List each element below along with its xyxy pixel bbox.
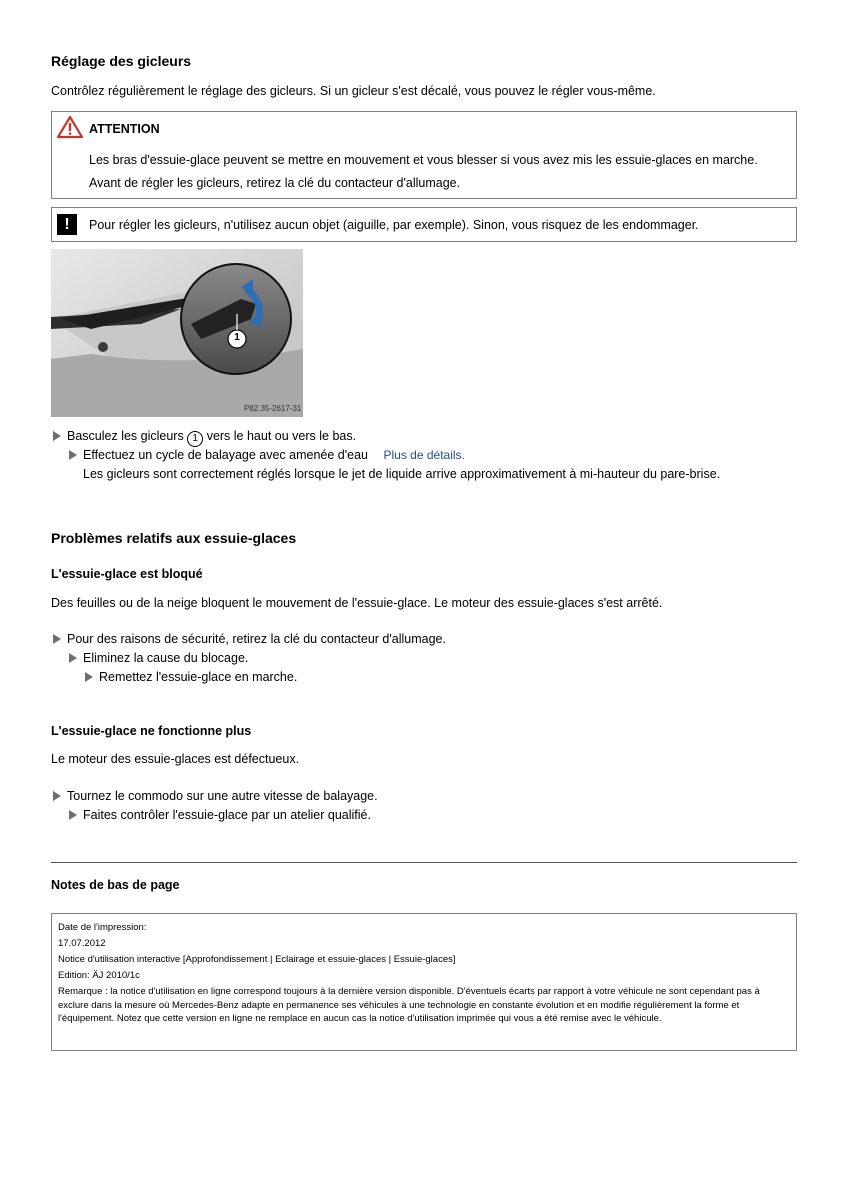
attention-box	[51, 111, 797, 199]
subsection-title-blocked: L'essuie-glace est bloqué	[51, 567, 203, 581]
step-text: Tournez le commodo sur une autre vitesse de balayage.	[67, 789, 378, 803]
step-arrow-icon	[53, 431, 61, 441]
step-text: Effectuez un cycle de balayage avec amenée d'eau	[83, 448, 368, 462]
footer-remark: Remarque : la notice d'utilisation en ligne correspond toujours à la dernière version disponible. D'éventuels écarts par rapport à votre véhicule ne sont cependant pas à exclure dans la mesure où Mercedes-Benz adapte en permanence ses véhicules à une technologie en constante évolution et en modifie régulièrement la forme et l'équipement. Notez que cette version en ligne ne remplace en aucun cas la notice d'utilisation imprimée qui vous a été remise avec le véhicule.	[58, 986, 760, 1024]
step-text: Basculez les gicleurs	[67, 429, 184, 443]
footer-box	[51, 913, 797, 1051]
step-restart-wiper	[85, 670, 297, 684]
intro-text: Contrôlez régulièrement le réglage des gicleurs. Si un gicleur s'est décalé, vous pouvez le régler vous-même.	[51, 84, 656, 98]
nozzle-illustration	[51, 249, 303, 417]
more-details-link[interactable]: Plus de détails.	[383, 448, 465, 462]
illustration-callout: 1	[234, 332, 240, 343]
step-text: Pour des raisons de sécurité, retirez la clé du contacteur d'allumage.	[67, 632, 446, 646]
section-title-problems: Problèmes relatifs aux essuie-glaces	[51, 530, 297, 546]
footer-print-date-label: Date de l'impression:	[58, 922, 147, 933]
step-change-speed	[53, 789, 378, 803]
step-arrow-icon	[85, 672, 93, 682]
footer-divider	[51, 862, 797, 863]
notice-box	[51, 207, 797, 242]
step-text: Remettez l'essuie-glace en marche.	[99, 670, 298, 684]
section-title-nozzles: Réglage des gicleurs	[51, 53, 192, 69]
footer-print-date: 17.07.2012	[58, 938, 106, 949]
step-tilt-nozzles	[53, 429, 356, 447]
step-wipe-cycle	[69, 448, 465, 462]
attention-title: ATTENTION	[89, 122, 160, 136]
attention-line-1: Les bras d'essuie-glace peuvent se mettre en mouvement et vous blesser si vous avez mis les essuie-glaces en marche.	[89, 153, 758, 167]
exclamation-icon: !	[57, 214, 77, 235]
step-arrow-icon	[53, 634, 61, 644]
subsection-title-not-working: L'essuie-glace ne fonctionne plus	[51, 724, 252, 738]
warning-triangle-icon	[56, 115, 84, 142]
step-arrow-icon	[69, 653, 77, 663]
step-arrow-icon	[69, 450, 77, 460]
footer-title: Notes de bas de page	[51, 878, 180, 892]
not-working-text: Le moteur des essuie-glaces est défectueux.	[51, 752, 300, 766]
step-text: Faites contrôler l'essuie-glace par un atelier qualifié.	[83, 808, 371, 822]
attention-line-2: Avant de régler les gicleurs, retirez la clé du contacteur d'allumage.	[89, 176, 461, 190]
footer-source: Notice d'utilisation interactive [Approfondissement | Eclairage et essuie-glaces | Essuie-glaces]	[58, 954, 456, 965]
step-remove-cause	[69, 651, 248, 665]
step-arrow-icon	[53, 791, 61, 801]
step-arrow-icon	[69, 810, 77, 820]
step-text-continued: vers le haut ou vers le bas.	[206, 429, 357, 443]
illustration-caption: P82.35-2617-31	[244, 404, 302, 413]
step-workshop-check	[69, 808, 371, 822]
notice-text: Pour régler les gicleurs, n'utilisez aucun objet (aiguille, par exemple). Sinon, vous risquez de les endommager.	[89, 218, 699, 232]
step-text: Eliminez la cause du blocage.	[83, 651, 249, 665]
step-note: Les gicleurs sont correctement réglés lorsque le jet de liquide arrive approximativement à mi-hauteur du pare-brise.	[83, 467, 721, 481]
blocked-text: Des feuilles ou de la neige bloquent le mouvement de l'essuie-glace. Le moteur des essuie-glaces s'est arrêté.	[51, 596, 663, 610]
callout-number: 1	[187, 431, 203, 447]
footer-edition: Edition: ÄJ 2010/1c	[58, 970, 140, 981]
step-remove-key	[53, 632, 446, 646]
